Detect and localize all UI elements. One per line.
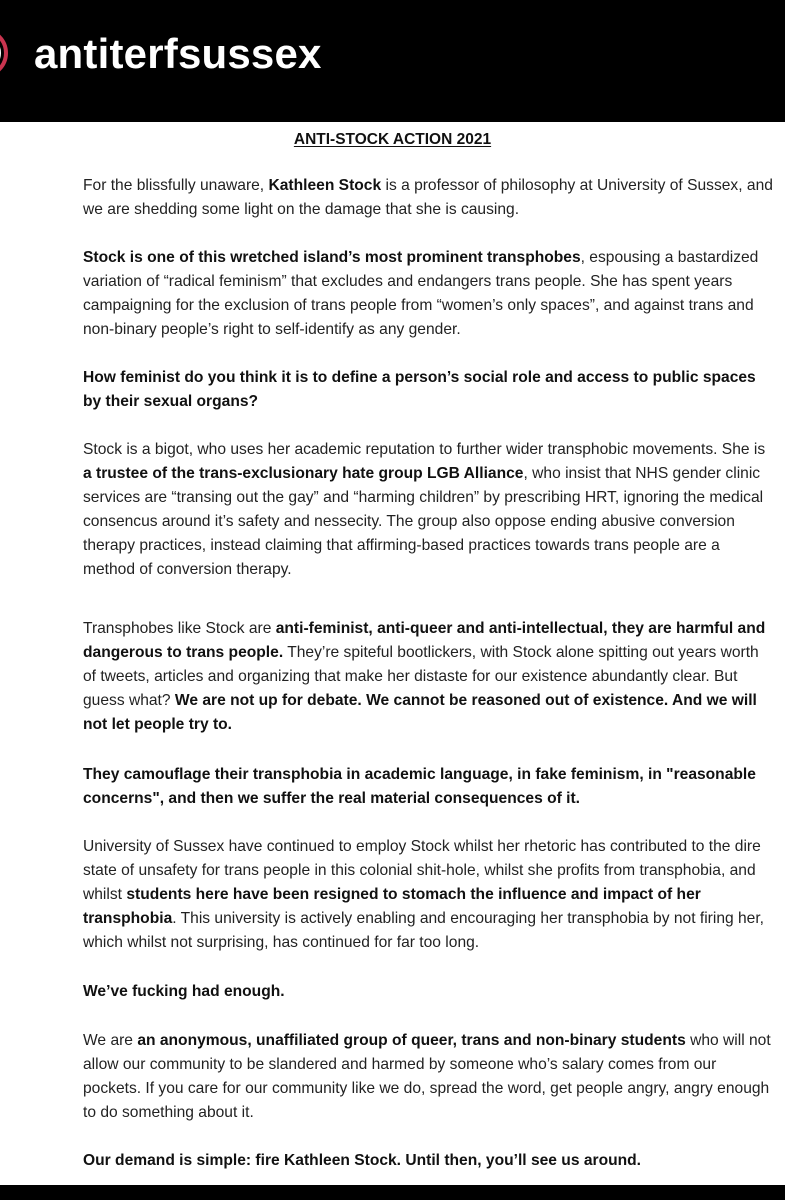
bold-text: They camouflage their transphobia in academic language, in fake feminism, in "reasonable concerns", and then we suffer the real material consequences of it. bbox=[83, 766, 756, 807]
text-run: , espousing a bastardized variation of “radical feminism” that excludes and endangers trans people. She has spent years campaigning for the exclusion of trans people from “women’s only spaces”, and against trans and non-binary people’s right to self-identify as any gender. bbox=[83, 249, 759, 338]
bold-text: We’ve fucking had enough. bbox=[83, 983, 285, 1000]
bold-text: How feminist do you think it is to define a person’s social role and access to public spaces by their sexual organs? bbox=[83, 369, 756, 410]
text-run: Stock is a bigot, who uses her academic reputation to further wider transphobic movements. She is bbox=[83, 441, 766, 458]
paragraph-anti-feminist bbox=[83, 617, 775, 737]
paragraph-demand bbox=[83, 1149, 775, 1173]
text-run: . This university is actively enabling and encouraging her transphobia by not firing her, which whilst not surprising, has continued for far too long. bbox=[83, 910, 765, 951]
text-run: University of Sussex have continued to employ Stock whilst her rhetoric has contributed to the dire state of unsafety for trans people in this colonial shit-hole, whilst she profits from transphobia, and whilst bbox=[83, 838, 761, 903]
document-title: ANTI-STOCK ACTION 2021 bbox=[293, 131, 492, 148]
text-run: They’re spiteful bootlickers, with Stock alone spitting out years worth of tweets, articles and organizing that make her distaste for our existence abundantly clear. But guess what? bbox=[83, 644, 759, 709]
paragraph-anonymous-group bbox=[83, 1029, 775, 1125]
paragraph-question bbox=[83, 366, 775, 414]
bold-text: Our demand is simple: fire Kathleen Stock. Until then, you’ll see us around. bbox=[83, 1152, 642, 1169]
bold-text: a trustee of the trans-exclusionary hate group LGB Alliance bbox=[83, 465, 524, 482]
bold-text: an anonymous, unaffiliated group of queer, trans and non-binary students bbox=[137, 1032, 686, 1049]
username[interactable]: antiterfsussex bbox=[34, 30, 322, 77]
paragraph-bigot bbox=[83, 438, 775, 582]
bold-text: Kathleen Stock bbox=[268, 177, 382, 194]
text-run: For the blissfully unaware, bbox=[83, 177, 269, 194]
paragraph-university bbox=[83, 835, 775, 955]
bold-text: students here have been resigned to stomach the influence and impact of her transphobia bbox=[83, 886, 701, 927]
paragraph-camouflage bbox=[83, 763, 775, 811]
paragraph-enough bbox=[83, 980, 775, 1004]
bold-text: Stock is one of this wretched island’s most prominent transphobes bbox=[83, 249, 581, 266]
post-header bbox=[0, 0, 785, 122]
bold-text: We are not up for debate. We cannot be reasoned out of existence. And we will not let people try to. bbox=[83, 692, 757, 733]
text-run: Transphobes like Stock are bbox=[83, 620, 276, 637]
paragraph-transphobes bbox=[83, 246, 775, 342]
text-run: We are bbox=[83, 1032, 138, 1049]
text-run: , who insist that NHS gender clinic services are “transing out the gay” and “harming children” by prescribing HRT, ignoring the medical consencus around it’s safety and nessecity. The group also oppose ending abusive conversion therapy practices, instead claiming that affirming-based practices towards trans people are a method of conversion therapy. bbox=[83, 465, 764, 578]
bold-text: anti-feminist, anti-queer and anti-intellectual, they are harmful and dangerous to trans people. bbox=[83, 620, 766, 661]
bottom-edge bbox=[0, 1185, 785, 1200]
document-page bbox=[0, 122, 785, 1185]
text-run: is a professor of philosophy at University of Sussex, and we are shedding some light on the damage that she is causing. bbox=[83, 177, 773, 218]
paragraph-intro bbox=[83, 174, 775, 222]
text-run: who will not allow our community to be slandered and harmed by someone who’s salary comes from our pockets. If you care for our community like we do, spread the word, get people angry, angry enough to do something about it. bbox=[83, 1032, 771, 1121]
avatar[interactable] bbox=[0, 28, 8, 78]
